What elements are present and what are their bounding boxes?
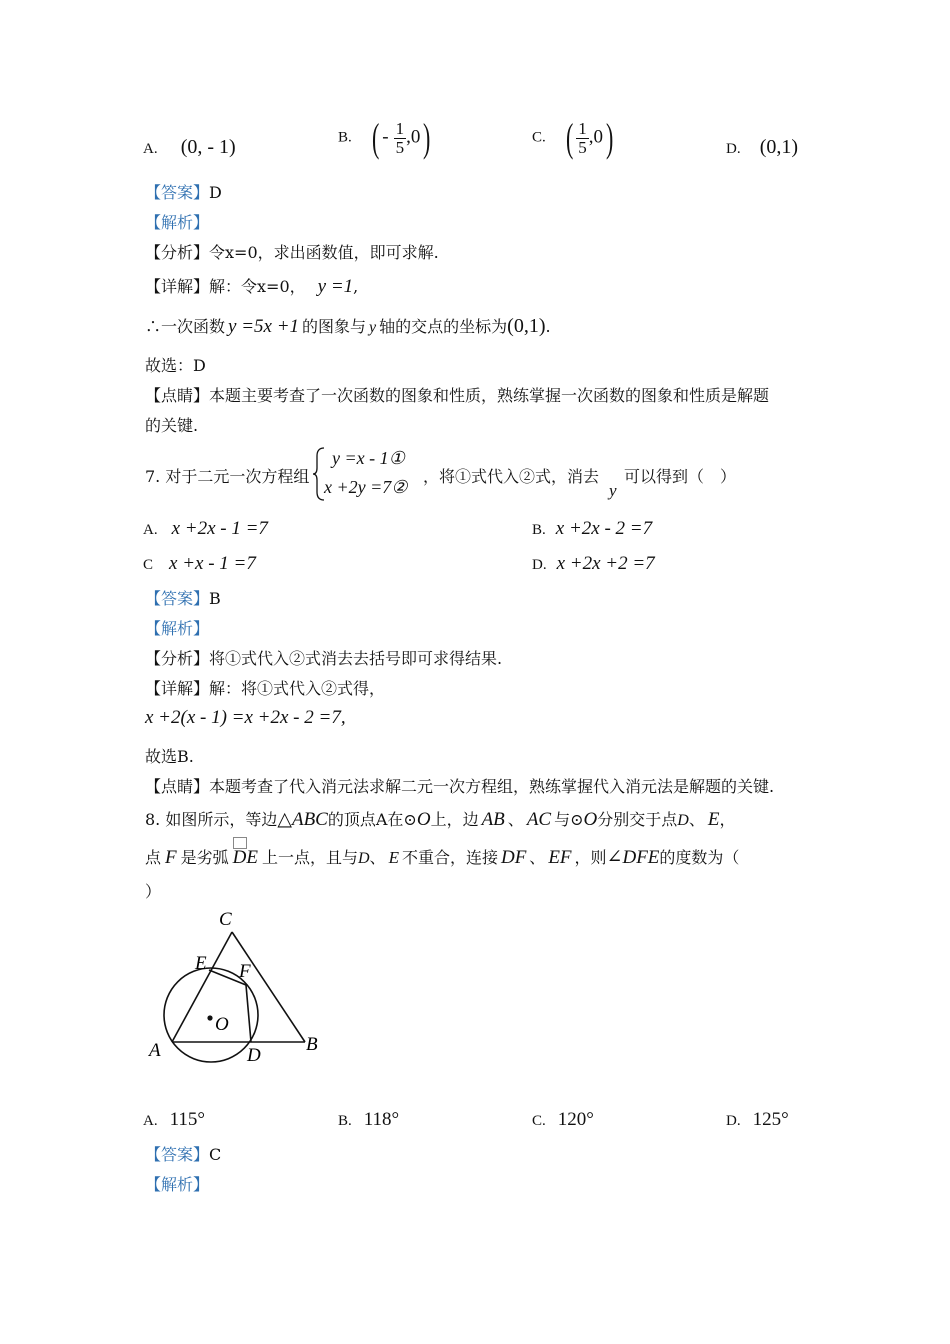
q8-stem-line3: ） bbox=[145, 882, 162, 901]
q7-option-d: D. x +2x +2 =7 bbox=[532, 553, 655, 574]
q6-analysis-tag: 【解析】 bbox=[145, 213, 210, 232]
q8-stem-line1: 8. 如图所示，等边△ABC的顶点A在⊙O上，边 AB 、 AC 与⊙O分别交于点D、 E， bbox=[145, 809, 736, 830]
q7-stem-pre: 7. 对于二元一次方程组 bbox=[145, 467, 310, 486]
option-rest: ,0 bbox=[588, 126, 603, 148]
geometry-figure bbox=[140, 905, 340, 1075]
q6-option-d bbox=[726, 136, 798, 159]
q7-dianjing: 【点睛】本题考查了代入消元法求解二元一次方程组，熟练掌握代入消元法是解题的关键. bbox=[145, 777, 775, 796]
label-e: E bbox=[195, 953, 207, 974]
q6-choose: 故选：D bbox=[145, 356, 206, 375]
option-label: C. bbox=[532, 129, 546, 146]
q8-analysis-tag: 【解析】 bbox=[145, 1175, 210, 1194]
q6-xiangjie: 【详解】解：令x=0， y =1, bbox=[145, 276, 359, 297]
q6-fenxi: 【分析】令x=0，求出函数值，即可求解. bbox=[145, 243, 439, 262]
option-sign: - bbox=[382, 126, 389, 148]
q7-choose: 故选B. bbox=[145, 747, 194, 766]
q7-option-c: C x +x - 1 =7 bbox=[143, 553, 256, 574]
option-label: A. bbox=[143, 141, 158, 157]
label-f: F bbox=[239, 961, 251, 982]
q8-option-d: D. 125° bbox=[726, 1109, 789, 1130]
option-label: B. bbox=[338, 129, 352, 146]
q8-option-a: A. 115° bbox=[143, 1109, 205, 1130]
q6-option-a bbox=[143, 136, 236, 159]
option-value: (0,1) bbox=[759, 136, 799, 158]
label-d: D bbox=[247, 1045, 261, 1066]
arc-de: DE bbox=[233, 847, 258, 868]
q8-stem-line2: 点 F 是劣弧 DE 上一点，且与D、 E 不重合，连接 DF 、 EF ，则∠DFE的度数为（ bbox=[145, 848, 739, 869]
segment-df bbox=[246, 985, 251, 1042]
q7-option-b: B. x +2x - 2 =7 bbox=[532, 518, 653, 539]
q6-dianjing: 【点睛】本题主要考查了一次函数的图象和性质，熟练掌握一次函数的图象和性质是解题 bbox=[145, 386, 770, 405]
q7-xiangjie: 【详解】解：将①式代入②式得， bbox=[145, 679, 386, 698]
q7-analysis-tag: 【解析】 bbox=[145, 619, 210, 638]
q8-option-b: B. 118° bbox=[338, 1109, 400, 1130]
q7-stem-post: ，将①式代入②式，消去 bbox=[423, 467, 600, 486]
q7-eq2: x +2y =7② bbox=[324, 477, 408, 497]
q6-answer: 【答案】D bbox=[145, 183, 222, 202]
option-value: (0, - 1) bbox=[180, 136, 236, 158]
q7-answer: 【答案】B bbox=[145, 589, 221, 608]
q6-dianjing-cont: 的关键. bbox=[145, 416, 199, 435]
label-a: A bbox=[149, 1040, 161, 1061]
label-c: C bbox=[219, 909, 232, 930]
label-o: O bbox=[215, 1014, 229, 1035]
side-bc bbox=[232, 932, 305, 1042]
label-b: B bbox=[306, 1034, 318, 1055]
option-rest: ,0 bbox=[406, 126, 421, 148]
q7-fenxi: 【分析】将①式代入②式消去去括号即可求得结果. bbox=[145, 649, 503, 668]
q7-stem-end: 可以得到（ ） bbox=[624, 467, 737, 486]
fraction: $\frac{1}{5}$ bbox=[578, 118, 587, 157]
q7-option-a: A. x +2x - 1 =7 bbox=[143, 518, 268, 539]
q7-stem-var: y bbox=[609, 481, 617, 500]
center-dot bbox=[207, 1015, 212, 1020]
q7-equation: x +2(x - 1) =x +2x - 2 =7, bbox=[145, 707, 346, 728]
q6-option-b: B. ( - $\frac{1}{5}$ ,0) bbox=[338, 115, 431, 160]
q6-option-c: C. ( $\frac{1}{5}$ ,0) bbox=[532, 115, 614, 160]
q8-answer: 【答案】C bbox=[145, 1145, 222, 1164]
q7-eq1: y =x - 1① bbox=[332, 448, 405, 468]
fraction: $\frac{1}{5}$ bbox=[395, 118, 405, 157]
circle-o bbox=[164, 968, 258, 1062]
q6-therefore: ∴一次函数 y =5x +1 的图象与 y 轴的交点的坐标为(0,1). bbox=[145, 315, 551, 337]
q8-option-c: C. 120° bbox=[532, 1109, 594, 1130]
option-label: D. bbox=[726, 141, 741, 157]
